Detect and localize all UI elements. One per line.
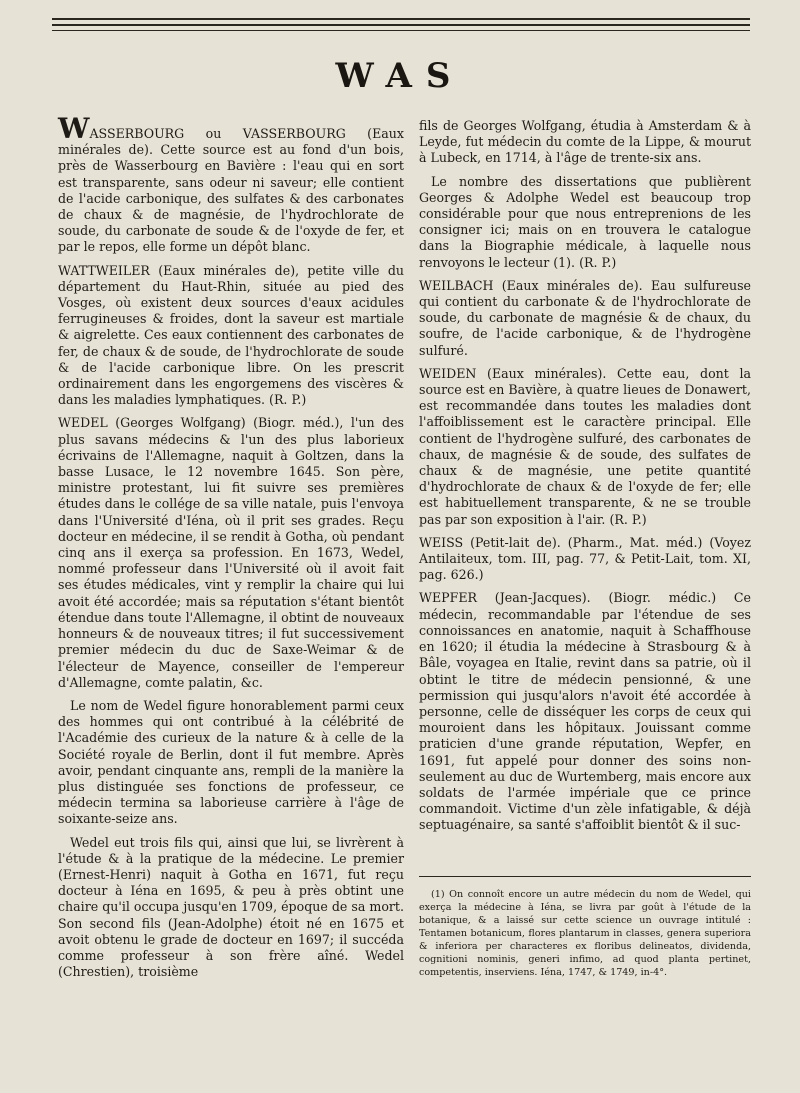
- paragraph: fils de Georges Wolfgang, étudia à Amsterdam & à Leyde, fut médecin du comte de la Lippe, & mourut à Lubeck, en 1714, à l'âge de trente-six ans.: [419, 118, 751, 166]
- drop-letter: W: [58, 112, 90, 145]
- entry-wedel: WEDEL (Georges Wolfgang) (Biogr. méd.), l'un des plus savans médecins & l'un des plus laborieux écrivains de l'Allemagne, naquit à Goltzen, dans la basse Lusace, le 12 novembre 1645. Son père, ministre protestant, lui fit suivre ses premières études dans le collége de sa ville natale, puis l'envoya dans l'Université d'Iéna, où il prit ses grades. Reçu docteur en médecine, il se rendit à Gotha, où pendant cinq ans il exerça sa profession. En 1673, Wedel, nommé professeur dans l'Université où il avoit fait ses études médicales, vint y remplir la chaire qui lui avoit été accordée; mais sa réputation s'étant bientôt étendue dans toute l'Allemagne, il obtint de nouveaux honneurs & de nouveaux titres; il fut successivement premier médecin du duc de Saxe-Weimar & de l'électeur de Mayence, conseiller de l'empereur d'Allemagne, comte palatin, &c.: [58, 415, 404, 690]
- entry-wasserbourg: [58, 112, 404, 256]
- paragraph: Wedel eut trois fils qui, ainsi que lui, se livrèrent à l'étude & à la pratique de la médecine. Le premier (Ernest-Henri) naquit à Gotha en 1671, fut reçu docteur à Iéna en 1695, & peu à près obtint une chaire qu'il occupa jusqu'en 1709, époque de sa mort. Son second fils (Jean-Adolphe) étoit né en 1675 et avoit obtenu le grade de docteur en 1697; il succéda comme professeur à son frère aîné. Wedel (Chrestien), troisième: [58, 834, 404, 980]
- top-rule: [52, 24, 750, 26]
- paragraph: Le nom de Wedel figure honorablement parmi ceux des hommes qui ont contribué à la célébrité de l'Académie des curieux de la nature & à celle de la Société royale de Berlin, dont il fut membre. Après avoir, pendant cinquante ans, rempli de la manière la plus distinguée ses fonctions de professeur, ce médecin termina sa laborieuse carrière à l'âge de soixante-seize ans.: [58, 697, 404, 827]
- footnote: [419, 888, 751, 979]
- paragraph: Le nombre des dissertations que publièrent Georges & Adolphe Wedel est beaucoup trop considérable pour que nous entreprenions de les consigner ici; mais on en trouvera le catalogue dans la Biographie médicale, à laquelle nous renvoyons le lecteur (1). (R. P.): [419, 173, 751, 270]
- running-head: WAS: [335, 56, 465, 96]
- entry-wepfer: WEPFER (Jean-Jacques). (Biogr. médic.) Ce médecin, recommandable par l'étendue de ses connoissances en anatomie, naquit à Schaffhouse en 1620; il étudia la médecine à Strasbourg & à Bâle, voyagea en Italie, revint dans sa patrie, où il obtint le titre de médecin pensionné, & une permission qui jusqu'alors n'avoit été accordée à personne, celle de disséquer les corps de ceux qui mouroient dans les hôpitaux. Jouissant comme praticien d'une grande réputation, Wepfer, en 1691, fut appelé pour donner des soins non-seulement au duc de Wurtemberg, mais encore aux soldats de l'armée impériale que ce prince commandoit. Victime d'un zèle infatigable, & déjà septuagénaire, sa santé s'affoiblit bientôt & il suc-: [419, 590, 751, 833]
- left-column: [58, 112, 404, 987]
- entry-text: ASSERBOURG ou VASSERBOURG (Eaux minérales de). Cette source est au fond d'un bois, près de Wasserbourg en Bavière : l'eau qui en sort est transparente, sans odeur ni saveur; elle contient de l'acide carbonique, des sulfates & des carbonates de chaux & de magnésie, de l'hydrochlorate de soude, du carbonate de soude & de l'oxyde de fer, et par le repos, elle forme un dépôt blanc.: [58, 126, 404, 255]
- top-rule: [52, 18, 750, 20]
- right-column: [419, 118, 751, 841]
- entry-wattweiler: WATTWEILER (Eaux minérales de), petite ville du département du Haut-Rhin, située au pied des Vosges, où existent deux sources d'eaux acidules ferrugineuses & froides, dont la saveur est martiale & aigrelette. Ces eaux contiennent des carbonates de fer, de chaux & de soude, de l'hydrochlorate de soude & de l'acide carbonique libre. On les prescrit ordinairement dans les engorgemens des viscères & dans les maladies lymphatiques. (R. P.): [58, 262, 404, 408]
- top-rule: [52, 30, 750, 31]
- entry-weiden: WEIDEN (Eaux minérales). Cette eau, dont la source est en Bavière, à quatre lieues de Donawert, est recommandée dans toutes les maladies dont l'affoiblissement est le caractère principal. Elle contient de l'hydrogène sulfuré, des carbonates de chaux, de magnésie & de soude, des sulfates de chaux & de magnésie, une petite quantité d'hydrochlorate de chaux & de l'oxyde de fer; elle est habituellement transparente, & ne se trouble pas par son exposition à l'air. (R. P.): [419, 365, 751, 527]
- footnote-text: (1) On connoît encore un autre médecin du nom de Wedel, qui exerça la médecine à Iéna, se livra par goût à l'étude de la botanique, & a laissé sur cette science un ouvrage intitulé : Tentamen botanicum, flores plantarum in classes, genera superiora & inferiora per characteres ex floribus delineatos, dividenda, cognitioni nominis, generi infimo, ad quod planta pertinet, competentis, inserviens. Iéna, 1747, & 1749, in-4°.: [419, 889, 751, 978]
- entry-weiss: WEISS (Petit-lait de). (Pharm., Mat. méd.) (Voyez Antilaiteux, tom. III, pag. 77, & Petit-Lait, tom. XI, pag. 626.): [419, 534, 751, 583]
- footnote-rule: [419, 876, 751, 877]
- entry-weilbach: WEILBACH (Eaux minérales de). Eau sulfureuse qui contient du carbonate & de l'hydrochlorate de soude, du carbonate de magnésie & de chaux, du soufre, de l'acide carbonique, & de l'hydrogène sulfuré.: [419, 277, 751, 358]
